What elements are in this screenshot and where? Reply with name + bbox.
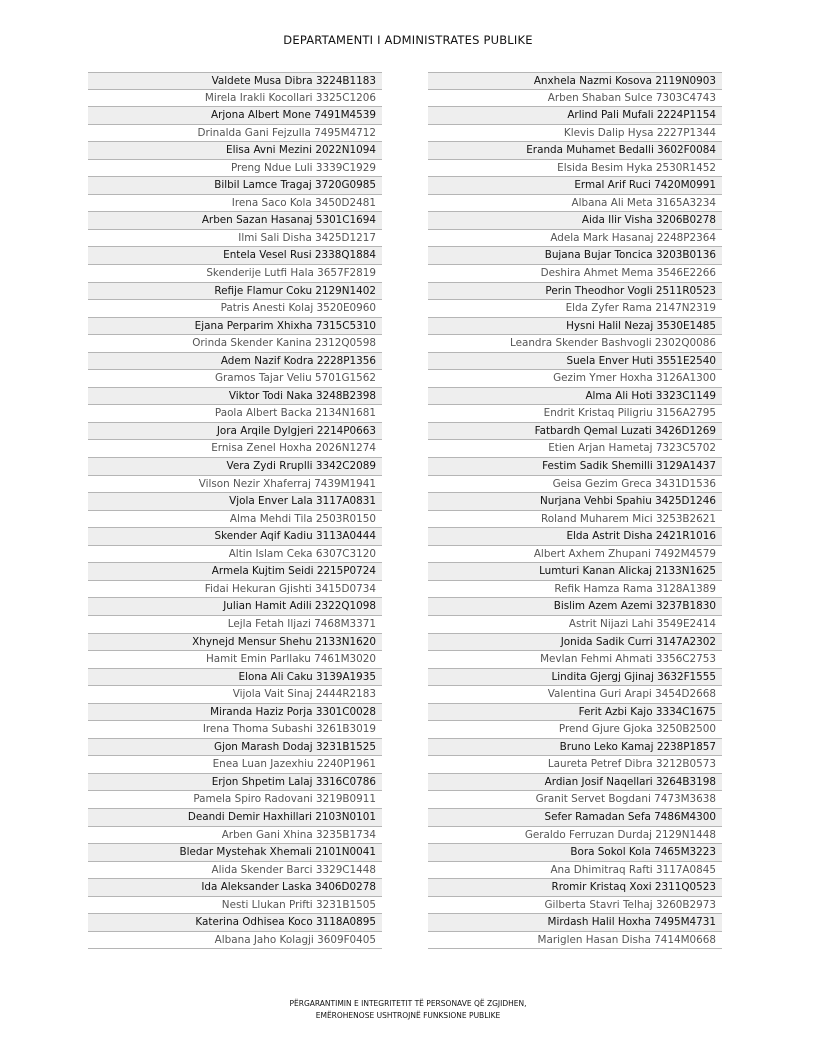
list-item: Arjona Albert Mone 7491M4539 [88, 107, 382, 125]
list-item: Laureta Petref Dibra 3212B0573 [428, 756, 722, 774]
list-item: Adem Nazif Kodra 2228P1356 [88, 353, 382, 371]
document-title: DEPARTAMENTI I ADMINISTRATES PUBLIKE [283, 33, 533, 47]
list-item: Vilson Nezir Xhaferraj 7439M1941 [88, 476, 382, 494]
list-item: Lumturi Kanan Alickaj 2133N1625 [428, 563, 722, 581]
list-item: Arben Shaban Sulce 7303C4743 [428, 90, 722, 108]
list-item: Hysni Halil Nezaj 3530E1485 [428, 318, 722, 336]
list-item: Altin Islam Ceka 6307C3120 [88, 546, 382, 564]
list-item: Sefer Ramadan Sefa 7486M4300 [428, 809, 722, 827]
list-item: Ejana Perparim Xhixha 7315C5310 [88, 318, 382, 336]
list-item: Ida Aleksander Laska 3406D0278 [88, 879, 382, 897]
list-item: Valdete Musa Dibra 3224B1183 [88, 72, 382, 90]
list-item: Nesti Llukan Prifti 3231B1505 [88, 897, 382, 915]
list-item: Paola Albert Backa 2134N1681 [88, 405, 382, 423]
list-item: Fatbardh Qemal Luzati 3426D1269 [428, 423, 722, 441]
list-item: Irena Thoma Subashi 3261B3019 [88, 721, 382, 739]
list-item: Suela Enver Huti 3551E2540 [428, 353, 722, 371]
list-item: Arben Gani Xhina 3235B1734 [88, 827, 382, 845]
list-item: Ferit Azbi Kajo 3334C1675 [428, 704, 722, 722]
list-item: Adela Mark Hasanaj 2248P2364 [428, 230, 722, 248]
list-item: Alida Skender Barci 3329C1448 [88, 862, 382, 880]
list-item: Patris Anesti Kolaj 3520E0960 [88, 300, 382, 318]
list-item: Albana Ali Meta 3165A3234 [428, 195, 722, 213]
list-item: Lejla Fetah Iljazi 7468M3371 [88, 616, 382, 634]
list-item: Lindita Gjergj Gjinaj 3632F1555 [428, 669, 722, 687]
list-item: Astrit Nijazi Lahi 3549E2414 [428, 616, 722, 634]
list-item: Gilberta Stavri Telhaj 3260B2973 [428, 897, 722, 915]
list-item: Armela Kujtim Seidi 2215P0724 [88, 563, 382, 581]
list-item: Alma Ali Hoti 3323C1149 [428, 388, 722, 406]
list-item: Ilmi Sali Disha 3425D1217 [88, 230, 382, 248]
list-item: Enea Luan Jazexhiu 2240P1961 [88, 756, 382, 774]
list-item: Elisa Avni Mezini 2022N1094 [88, 142, 382, 160]
list-item: Bora Sokol Kola 7465M3223 [428, 844, 722, 862]
right-name-list [428, 72, 722, 949]
list-item: Arlind Pali Mufali 2224P1154 [428, 107, 722, 125]
list-item: Bledar Mystehak Xhemali 2101N0041 [88, 844, 382, 862]
list-item: Mirela Irakli Kocollari 3325C1206 [88, 90, 382, 108]
document-footer [0, 998, 816, 1022]
list-item: Entela Vesel Rusi 2338Q1884 [88, 247, 382, 265]
list-item: Ermal Arif Ruci 7420M0991 [428, 177, 722, 195]
list-item: Vera Zydi Rruplli 3342C2089 [88, 458, 382, 476]
list-item: Jonida Sadik Curri 3147A2302 [428, 634, 722, 652]
list-item: Granit Servet Bogdani 7473M3638 [428, 791, 722, 809]
list-item: Anxhela Nazmi Kosova 2119N0903 [428, 72, 722, 90]
list-item: Gjon Marash Dodaj 3231B1525 [88, 739, 382, 757]
list-item: Vijola Vait Sinaj 2444R2183 [88, 686, 382, 704]
list-item: Elsida Besim Hyka 2530R1452 [428, 160, 722, 178]
list-item: Xhynejd Mensur Shehu 2133N1620 [88, 634, 382, 652]
list-item: Geraldo Ferruzan Durdaj 2129N1448 [428, 827, 722, 845]
list-item: Ernisa Zenel Hoxha 2026N1274 [88, 440, 382, 458]
list-item: Bujana Bujar Toncica 3203B0136 [428, 247, 722, 265]
list-item: Albert Axhem Zhupani 7492M4579 [428, 546, 722, 564]
list-item: Mirdash Halil Hoxha 7495M4731 [428, 914, 722, 932]
list-item: Orinda Skender Kanina 2312Q0598 [88, 335, 382, 353]
list-item: Bruno Leko Kamaj 2238P1857 [428, 739, 722, 757]
list-item: Jora Arqile Dylgjeri 2214P0663 [88, 423, 382, 441]
list-item: Julian Hamit Adili 2322Q1098 [88, 598, 382, 616]
list-item: Fidai Hekuran Gjishti 3415D0734 [88, 581, 382, 599]
footer-line-1: PËRGARANTIMIN E INTEGRITETIT TË PERSONAVE QË ZGJIDHEN, [289, 999, 527, 1008]
list-item: Hamit Emin Parllaku 7461M3020 [88, 651, 382, 669]
list-item: Arben Sazan Hasanaj 5301C1694 [88, 212, 382, 230]
list-item: Nurjana Vehbi Spahiu 3425D1246 [428, 493, 722, 511]
list-item: Mariglen Hasan Disha 7414M0668 [428, 932, 722, 950]
list-item: Eranda Muhamet Bedalli 3602F0084 [428, 142, 722, 160]
list-item: Preng Ndue Luli 3339C1929 [88, 160, 382, 178]
left-name-list [88, 72, 382, 949]
list-item: Albana Jaho Kolagji 3609F0405 [88, 932, 382, 950]
list-item: Elda Zyfer Rama 2147N2319 [428, 300, 722, 318]
list-item: Roland Muharem Mici 3253B2621 [428, 511, 722, 529]
list-item: Alma Mehdi Tila 2503R0150 [88, 511, 382, 529]
list-item: Skenderije Lutfi Hala 3657F2819 [88, 265, 382, 283]
list-item: Elda Astrit Disha 2421R1016 [428, 528, 722, 546]
list-item: Skender Aqif Kadiu 3113A0444 [88, 528, 382, 546]
list-item: Valentina Guri Arapi 3454D2668 [428, 686, 722, 704]
list-item: Bislim Azem Azemi 3237B1830 [428, 598, 722, 616]
list-item: Geisa Gezim Greca 3431D1536 [428, 476, 722, 494]
list-item: Vjola Enver Lala 3117A0831 [88, 493, 382, 511]
list-item: Erjon Shpetim Lalaj 3316C0786 [88, 774, 382, 792]
list-item: Ardian Josif Naqellari 3264B3198 [428, 774, 722, 792]
list-item: Refik Hamza Rama 3128A1389 [428, 581, 722, 599]
list-item: Perin Theodhor Vogli 2511R0523 [428, 283, 722, 301]
list-item: Festim Sadik Shemilli 3129A1437 [428, 458, 722, 476]
list-item: Elona Ali Caku 3139A1935 [88, 669, 382, 687]
list-item: Ana Dhimitraq Rafti 3117A0845 [428, 862, 722, 880]
list-item: Mevlan Fehmi Ahmati 3356C2753 [428, 651, 722, 669]
list-item: Etien Arjan Hametaj 7323C5702 [428, 440, 722, 458]
list-item: Katerina Odhisea Koco 3118A0895 [88, 914, 382, 932]
footer-line-2: EMËROHENOSE USHTROJNË FUNKSIONE PUBLIKE [315, 1011, 501, 1020]
list-item: Gramos Tajar Veliu 5701G1562 [88, 370, 382, 388]
list-item: Miranda Haziz Porja 3301C0028 [88, 704, 382, 722]
list-item: Prend Gjure Gjoka 3250B2500 [428, 721, 722, 739]
list-item: Viktor Todi Naka 3248B2398 [88, 388, 382, 406]
list-item: Refije Flamur Coku 2129N1402 [88, 283, 382, 301]
list-item: Rromir Kristaq Xoxi 2311Q0523 [428, 879, 722, 897]
list-item: Klevis Dalip Hysa 2227P1344 [428, 125, 722, 143]
list-item: Leandra Skender Bashvogli 2302Q0086 [428, 335, 722, 353]
list-item: Deshira Ahmet Mema 3546E2266 [428, 265, 722, 283]
list-item: Gezim Ymer Hoxha 3126A1300 [428, 370, 722, 388]
list-item: Drinalda Gani Fejzulla 7495M4712 [88, 125, 382, 143]
list-item: Aida Ilir Visha 3206B0278 [428, 212, 722, 230]
list-item: Deandi Demir Haxhillari 2103N0101 [88, 809, 382, 827]
list-item: Pamela Spiro Radovani 3219B0911 [88, 791, 382, 809]
list-item: Irena Saco Kola 3450D2481 [88, 195, 382, 213]
list-item: Endrit Kristaq Piligriu 3156A2795 [428, 405, 722, 423]
list-item: Bilbil Lamce Tragaj 3720G0985 [88, 177, 382, 195]
